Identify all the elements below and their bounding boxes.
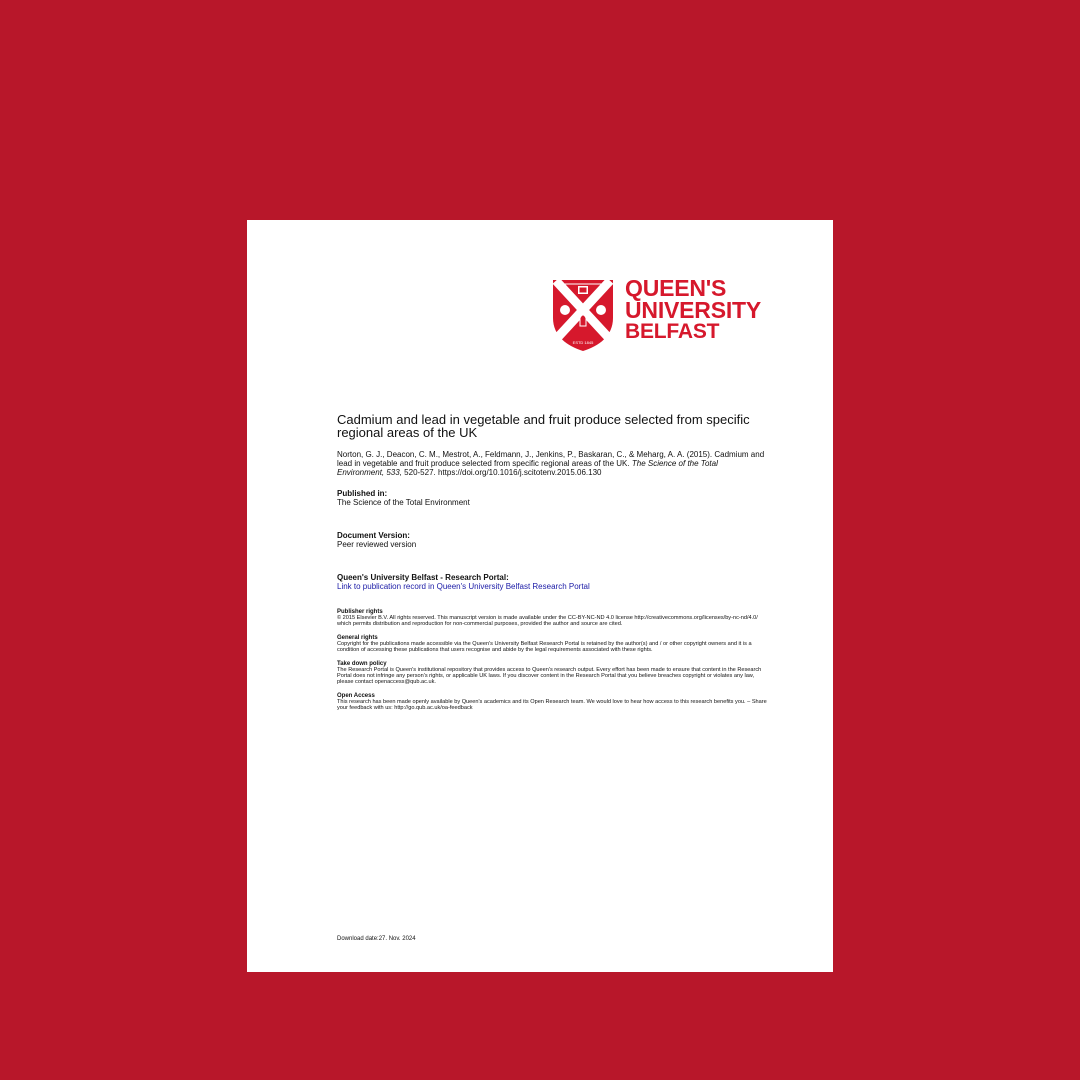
takedown-section: [337, 661, 767, 685]
paper-title: Cadmium and lead in vegetable and fruit produce selected from specific regional areas of the UK: [337, 412, 750, 440]
version-value: Peer reviewed version: [337, 540, 417, 549]
general-rights-section: [337, 635, 767, 653]
citation-tail: 520-527. https://doi.org/10.1016/j.scitotenv.2015.06.130: [404, 468, 602, 477]
research-portal-section: [337, 573, 767, 591]
general-rights-text: Copyright for the publications made accessible via the Queen's University Belfast Research Portal is retained by the author(s) and / or other copyright owners and it is a condition of accessing these publications that users recognise and abide by the legal requirements associated with these rights.: [337, 641, 752, 653]
publisher-rights-section: [337, 609, 767, 627]
portal-label: Queen's University Belfast - Research Portal:: [337, 573, 509, 582]
wordmark-line-3: BELFAST: [625, 320, 720, 343]
document-page: [247, 220, 833, 972]
published-label: Published in:: [337, 489, 388, 498]
citation-journal: The Science of the Total Environment, 533,: [337, 459, 718, 477]
published-value: The Science of the Total Environment: [337, 498, 470, 507]
wordmark-line-1: QUEEN'S: [625, 275, 727, 301]
general-rights-label: General rights: [337, 635, 378, 641]
takedown-text: The Research Portal is Queen's institutional repository that provides access to Queen's research output. Every effort has been made to ensure that content in the Research Portal does not infringe any person's rights, or applicable UK laws. If you discover content in the Research Portal that you believe breaches copyright or violates any law, please contact openaccess@qub.ac.uk.: [337, 667, 762, 685]
citation-authors: Norton, G. J., Deacon, C. M., Mestrot, A., Feldmann, J., Jenkins, P., Baskaran, C., & Meharg, A. A. (2015). Cadmium and lead in vegetable and fruit produce selected from specific regional areas of the UK.: [337, 450, 765, 468]
publication-record-link[interactable]: Link to publication record in Queen's University Belfast Research Portal: [337, 582, 590, 591]
document-content: [337, 413, 767, 719]
svg-text:ESTD 1845: ESTD 1845: [572, 340, 594, 345]
citation: [337, 450, 767, 477]
document-version-section: [337, 531, 767, 549]
university-wordmark: [625, 277, 761, 343]
publisher-rights-label: Publisher rights: [337, 609, 383, 615]
open-access-text: This research has been made openly available by Queen's academics and its Open Research team. We would love to hear how access to this research benefits you. – Share your feedback with us: http://go.qub.ac.uk/oa-feedback: [337, 699, 767, 711]
university-logo: [551, 277, 761, 353]
publisher-rights-text: © 2015 Elsevier B.V. All rights reserved. This manuscript version is made available under the CC-BY-NC-ND 4.0 license http://creativecommons.org/licenses/by-nc-nd/4.0/ which permits distribution and reproduction for non-commercial purposes, provided the author and source are cited.: [337, 615, 758, 627]
takedown-label: Take down policy: [337, 661, 387, 667]
crest-icon: [551, 278, 615, 352]
open-access-label: Open Access: [337, 693, 375, 699]
open-access-section: [337, 693, 767, 711]
published-in-section: [337, 489, 767, 507]
wordmark-line-2: UNIVERSITY: [625, 297, 762, 323]
version-label: Document Version:: [337, 531, 410, 540]
download-date: Download date:27. Nov. 2024: [337, 936, 416, 942]
